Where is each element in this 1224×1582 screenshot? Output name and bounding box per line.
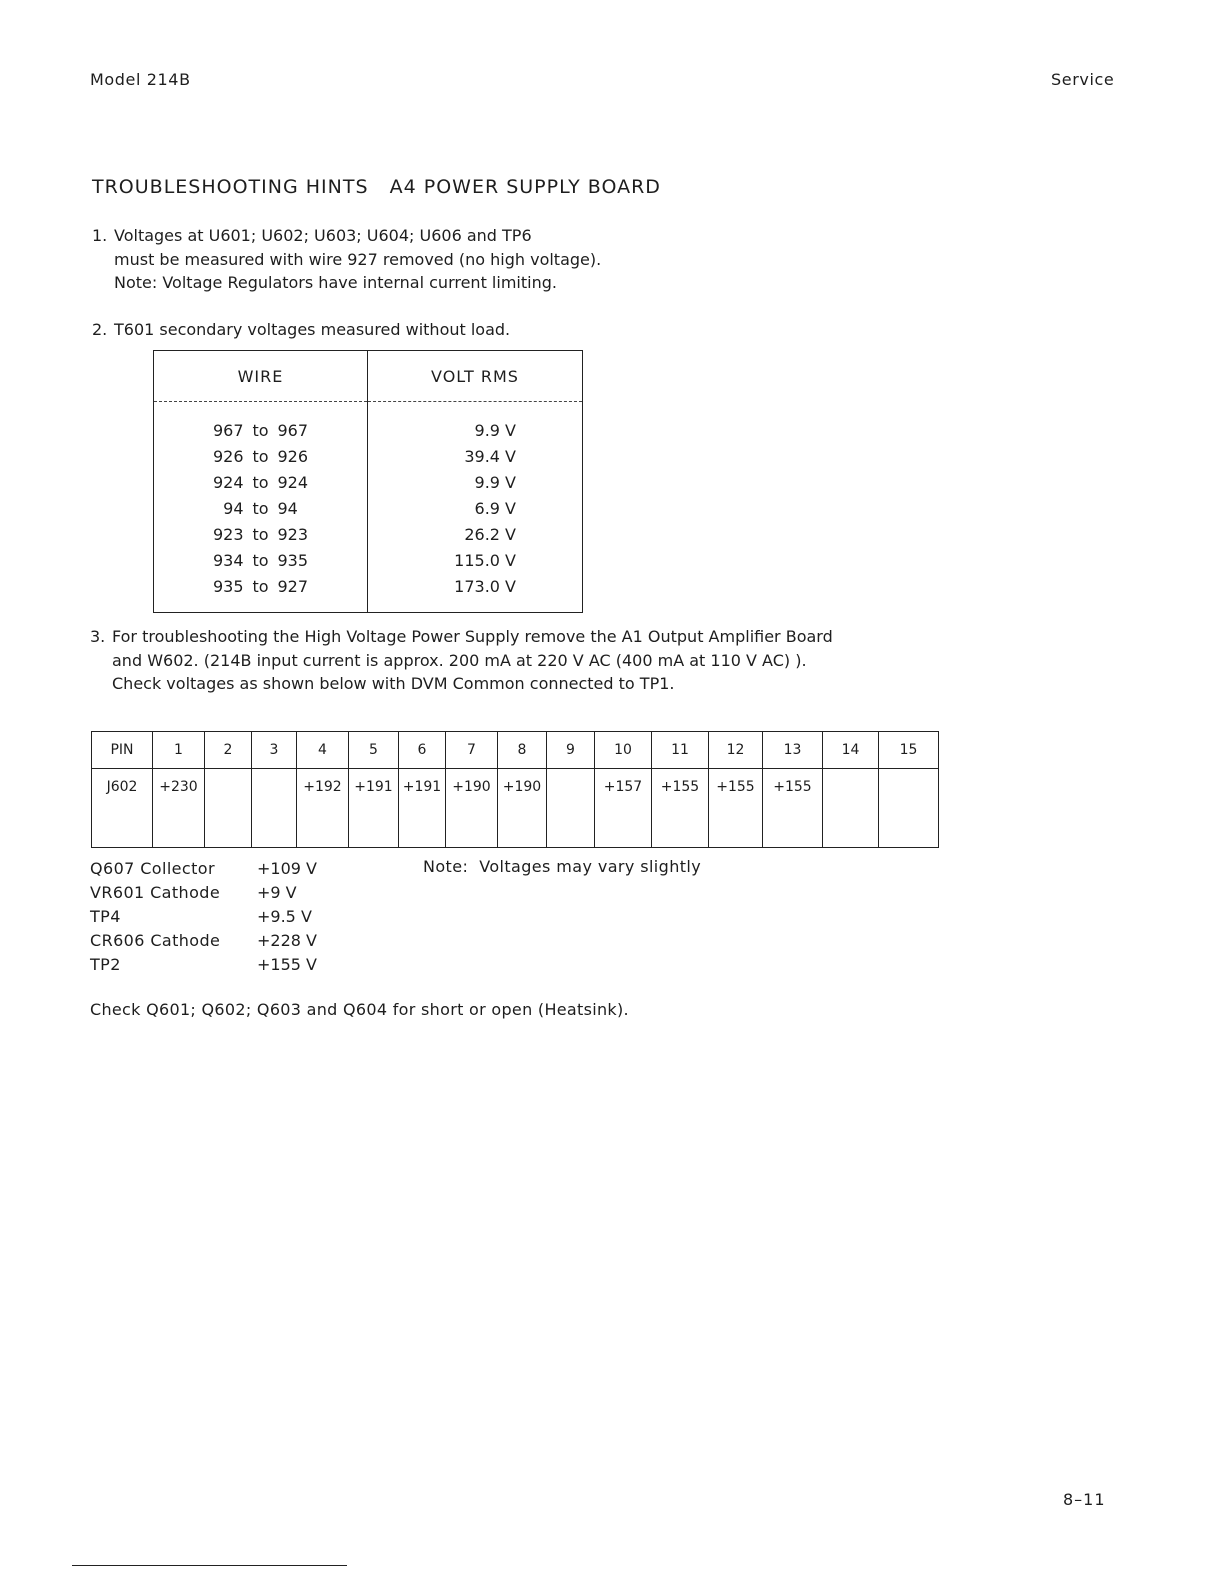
j602-pin-voltage-table <box>91 731 939 848</box>
pin-voltage: +155 <box>652 769 709 848</box>
pin-number: 3 <box>252 732 297 769</box>
test-point-value: +155 V <box>257 955 317 974</box>
test-point-value: +228 V <box>257 931 317 950</box>
page-title: TROUBLESHOOTING HINTS A4 POWER SUPPLY BOARD <box>92 176 661 198</box>
pin-voltage: +191 <box>399 769 446 848</box>
pin-voltage: +191 <box>349 769 399 848</box>
pin-number: 9 <box>547 732 595 769</box>
table-row <box>154 470 583 496</box>
wire-to-word: to <box>252 421 269 440</box>
page-number: 8–11 <box>1063 1490 1106 1509</box>
item-line: Voltages at U601; U602; U603; U604; U606 and TP6 <box>114 226 532 245</box>
pin-voltage: +190 <box>446 769 498 848</box>
test-point-value: +9.5 V <box>257 907 312 926</box>
wire-to-word: to <box>252 551 269 570</box>
table-row <box>154 444 583 470</box>
wire-dest: 94 <box>277 499 298 518</box>
wire-from: 934 <box>212 551 244 570</box>
wire-from: 935 <box>212 577 244 596</box>
item-number: 3. <box>90 627 106 646</box>
volt-value: 115.0 V <box>368 548 583 574</box>
test-point-label: TP4 <box>90 907 121 926</box>
test-point-list <box>90 857 390 979</box>
volt-value: 9.9 V <box>368 418 583 444</box>
wire-from: 924 <box>212 473 244 492</box>
volt-value: 39.4 V <box>368 444 583 470</box>
volt-value: 173.0 V <box>368 574 583 600</box>
volt-value: 6.9 V <box>368 496 583 522</box>
hint-item-1 <box>92 224 892 299</box>
pin-voltage: +190 <box>498 769 547 848</box>
wire-to-word: to <box>252 447 269 466</box>
wire-dest: 926 <box>277 447 309 466</box>
table-row <box>154 496 583 522</box>
pin-number: 15 <box>879 732 939 769</box>
hint-item-3 <box>90 625 890 700</box>
test-point-value: +109 V <box>257 859 317 878</box>
item-line: For troubleshooting the High Voltage Power Supply remove the A1 Output Amplifier Board <box>112 627 833 646</box>
hint-item-2 <box>92 318 892 343</box>
test-point-label: TP2 <box>90 955 121 974</box>
bottom-rule <box>72 1565 347 1566</box>
pin-voltage: +230 <box>153 769 205 848</box>
wire-from: 94 <box>223 499 244 518</box>
pin-voltage: +155 <box>763 769 823 848</box>
pin-number: 14 <box>823 732 879 769</box>
pin-number: 6 <box>399 732 446 769</box>
item-line: Check voltages as shown below with DVM Common connected to TP1. <box>112 674 675 693</box>
pin-voltage <box>547 769 595 848</box>
pin-voltage <box>823 769 879 848</box>
wire-to-word: to <box>252 577 269 596</box>
pin-voltage <box>879 769 939 848</box>
voltage-note: Note: Voltages may vary slightly <box>423 857 702 876</box>
wire-from: 923 <box>212 525 244 544</box>
header-model: Model 214B <box>90 70 191 89</box>
wire-voltage-table <box>153 350 583 613</box>
pin-row-label: PIN <box>92 732 153 769</box>
table-row <box>154 418 583 444</box>
item-number: 2. <box>92 320 108 339</box>
table-row <box>154 548 583 574</box>
wire-dest: 924 <box>277 473 309 492</box>
wire-from: 967 <box>212 421 244 440</box>
wire-to-word: to <box>252 525 269 544</box>
item-line: must be measured with wire 927 removed (no high voltage). <box>114 249 602 269</box>
test-point-value: +9 V <box>257 883 297 902</box>
test-point-label: VR601 Cathode <box>90 883 221 902</box>
header-section: Service <box>1051 70 1115 89</box>
table-row <box>154 522 583 548</box>
item-line: and W602. (214B input current is approx. 200 mA at 220 V AC (400 mA at 110 V AC) ). <box>112 650 807 670</box>
volt-value: 26.2 V <box>368 522 583 548</box>
table-row <box>154 574 583 600</box>
wire-dest: 923 <box>277 525 309 544</box>
pin-number: 8 <box>498 732 547 769</box>
pin-voltage <box>252 769 297 848</box>
pin-number: 10 <box>595 732 652 769</box>
pin-number: 11 <box>652 732 709 769</box>
wire-dest: 935 <box>277 551 309 570</box>
pin-voltage: +155 <box>709 769 763 848</box>
wire-to-word: to <box>252 499 269 518</box>
wire-to-word: to <box>252 473 269 492</box>
pin-number: 1 <box>153 732 205 769</box>
pin-number: 5 <box>349 732 399 769</box>
check-transistors-text: Check Q601; Q602; Q603 and Q604 for short or open (Heatsink). <box>90 1000 629 1019</box>
item-line: Note: Voltage Regulators have internal current limiting. <box>114 273 557 292</box>
pin-number-row <box>92 732 939 769</box>
volt-value: 9.9 V <box>368 470 583 496</box>
wire-dest: 927 <box>277 577 309 596</box>
test-point-label: CR606 Cathode <box>90 931 221 950</box>
pin-number: 12 <box>709 732 763 769</box>
pin-voltage <box>205 769 252 848</box>
pin-voltage: +157 <box>595 769 652 848</box>
pin-number: 4 <box>297 732 349 769</box>
pin-voltage-row <box>92 769 939 848</box>
volt-column-header: VOLT RMS <box>368 351 583 402</box>
wire-column-header: WIRE <box>154 351 368 402</box>
wire-dest: 967 <box>277 421 309 440</box>
item-number: 1. <box>92 226 108 245</box>
connector-label: J602 <box>92 769 153 848</box>
pin-number: 2 <box>205 732 252 769</box>
item-line: T601 secondary voltages measured without load. <box>114 320 511 339</box>
pin-number: 7 <box>446 732 498 769</box>
wire-from: 926 <box>212 447 244 466</box>
pin-voltage: +192 <box>297 769 349 848</box>
pin-number: 13 <box>763 732 823 769</box>
test-point-label: Q607 Collector <box>90 859 215 878</box>
